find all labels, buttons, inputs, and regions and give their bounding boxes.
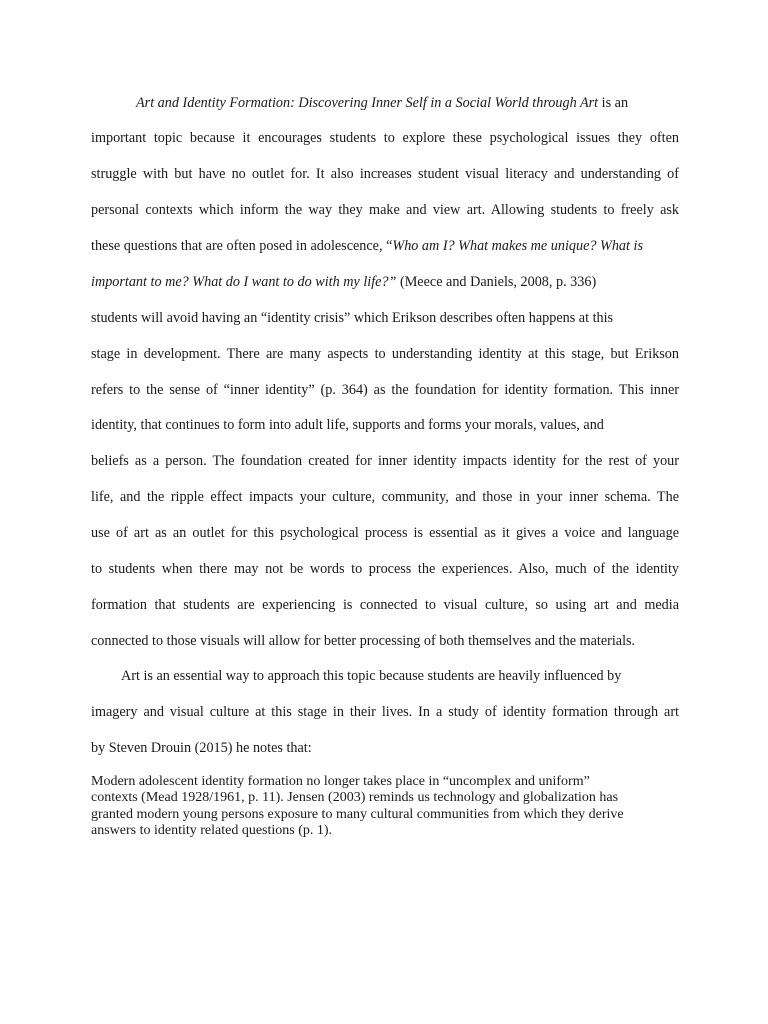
book-title: Art and Identity Formation: Discovering Inner Self in a Social World through Art [136, 95, 599, 111]
paragraph-1-line-9: refers to the sense of “inner identity” (p. 364) as the foundation for identity formation. This inner [91, 382, 679, 398]
paragraph-1-line-6 [91, 273, 596, 291]
paragraph-2-line-2: imagery and visual culture at this stage in their lives. In a study of identity formation through art [91, 704, 679, 720]
quoted-questions: Who am I? What makes me unique? What is [392, 238, 643, 254]
line-text: these questions that are often posed in adolescence, “ [91, 238, 393, 254]
paragraph-1-line-15: formation that students are experiencing is connected to visual culture, so using art and media [91, 597, 679, 613]
paragraph-2-line-3: by Steven Drouin (2015) he notes that: [91, 740, 312, 756]
paragraph-2-line-1: Art is an essential way to approach this topic because students are heavily influenced by [121, 668, 622, 684]
paragraph-1-line-2: important topic because it encourages students to explore these psychological issues they often [91, 130, 679, 146]
paragraph-1-line-12: life, and the ripple effect impacts your culture, community, and those in your inner schema. The [91, 489, 679, 505]
block-quote-line-2: contexts (Mead 1928/1961, p. 11). Jensen (2003) reminds us technology and globalization has [91, 790, 619, 806]
paragraph-1-line-5 [91, 237, 643, 255]
block-quote-line-3: granted modern young persons exposure to many cultural communities from which they derive [91, 806, 624, 822]
paragraph-1-line-16: connected to those visuals will allow for better processing of both themselves and the materials. [91, 633, 636, 649]
paragraph-1-line-13: use of art as an outlet for this psychological process is essential as it gives a voice and language [91, 525, 679, 541]
paragraph-1-line-10: identity, that continues to form into adult life, supports and forms your morals, values, and [91, 417, 604, 433]
paragraph-1-line-1 [136, 94, 628, 112]
line-text: is an [598, 95, 629, 111]
paragraph-1-line-4: personal contexts which inform the way they make and view art. Allowing students to freely ask [91, 202, 679, 218]
paragraph-1-line-8: stage in development. There are many aspects to understanding identity at this stage, but Erikson [91, 346, 679, 362]
block-quote-line-1: Modern adolescent identity formation no longer takes place in “uncomplex and uniform” [91, 774, 590, 789]
paragraph-1-line-3: struggle with but have no outlet for. It also increases student visual literacy and understanding of [91, 166, 679, 182]
paragraph-1-line-14: to students when there may not be words to process the experiences. Also, much of the identity [91, 561, 679, 577]
paragraph-1-line-7: students will avoid having an “identity crisis” which Erikson describes often happens at this [91, 310, 614, 326]
block-quote [91, 774, 681, 839]
block-quote-line-4: answers to identity related questions (p. 1). [91, 822, 333, 838]
citation: (Meece and Daniels, 2008, p. 336) [396, 274, 597, 290]
paragraph-1-line-11: beliefs as a person. The foundation created for inner identity impacts identity for the rest of your [91, 453, 679, 469]
quoted-questions-end: important to me? What do I want to do with my life?” [91, 274, 397, 290]
